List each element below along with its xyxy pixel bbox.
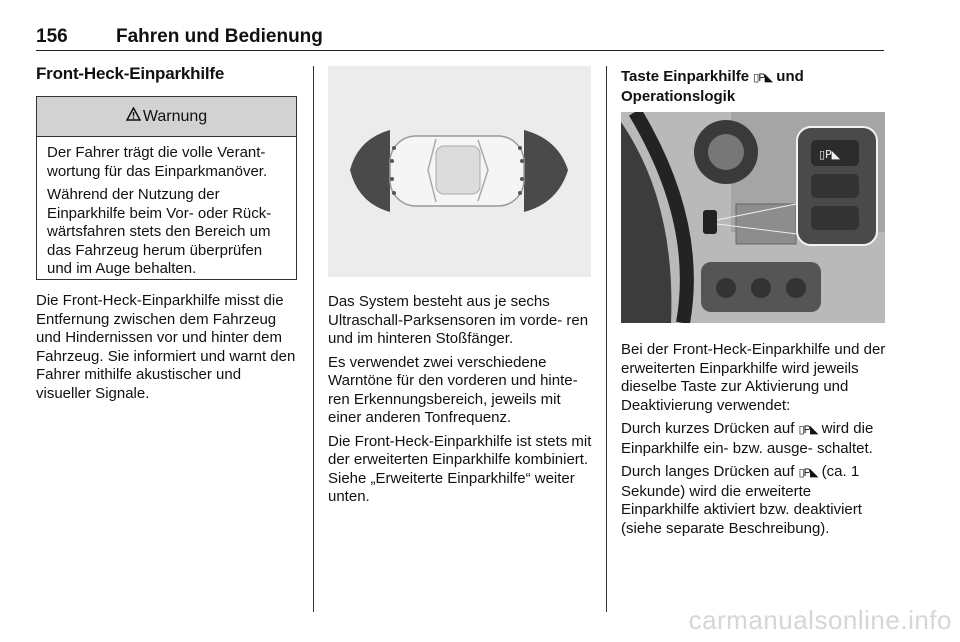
column-2-text [328, 293, 592, 512]
long-press-text-b: (ca. 1 Sekunde) wird die erweiterte Einparkhilfe aktiviert bzw. deaktiviert (siehe separate Beschreibung). [621, 463, 862, 537]
column-1-text [36, 292, 300, 408]
warning-triangle-icon [126, 107, 141, 126]
column-divider-1 [313, 66, 314, 612]
system-paragraph-2: Es verwendet zwei verschiedene Warntöne für den vorderen und hinte- ren Erkennungsbereich, jeweils mit einer anderen Tonfrequenz. [328, 353, 578, 426]
park-assist-icon: ▯P◣ [798, 467, 818, 479]
warning-text-2: Während der Nutzung der Einparkhilfe beim Vor- oder Rück- wärtsfahren stets den Bereich um das Fahrzeug herum überprüfen und im Auge behalten. [47, 186, 272, 277]
section-title: Front-Heck-Einparkhilfe [36, 64, 225, 83]
system-paragraph-1: Das System besteht aus je sechs Ultraschall-Parksensoren im vorde- ren und im hinteren Stoßfänger. [328, 293, 589, 347]
operation-paragraph-2 [621, 420, 891, 458]
short-press-text-b: wird die Einparkhilfe ein- bzw. ausge- schaltet. [621, 420, 874, 457]
button-subtitle [621, 68, 885, 106]
warning-box [36, 96, 297, 280]
page-number: 156 [36, 26, 68, 47]
short-press-text-a: Durch kurzes Drücken auf [621, 420, 795, 437]
svg-text:▯P◣: ▯P◣ [819, 148, 841, 161]
parking-sensor-illustration [328, 66, 591, 277]
column-divider-2 [606, 66, 607, 612]
chapter-title: Fahren und Bedienung [116, 26, 323, 47]
page-header [36, 22, 884, 51]
dashboard-button-illustration [621, 112, 885, 323]
long-press-text-a: Durch langes Drücken auf [621, 463, 795, 480]
subtitle-part-b: und Operationslogik [621, 68, 804, 105]
column-3-text [621, 341, 891, 543]
subtitle-part-a: Taste Einparkhilfe [621, 68, 750, 85]
operation-paragraph-1: Bei der Front-Heck-Einparkhilfe und der erweiterten Einparkhilfe wird jeweils dieselbe Taste zur Aktivierung und Deaktivierung verwendet: [621, 341, 886, 414]
system-paragraph-3: Die Front-Heck-Einparkhilfe ist stets mit der erweiterten Einparkhilfe kombiniert. Siehe „Erweiterte Einparkhilfe“ weiter unten. [328, 432, 592, 505]
warning-header [37, 97, 296, 137]
watermark: carmanualsonline.info [688, 605, 952, 635]
operation-paragraph-3 [621, 463, 891, 538]
intro-paragraph: Die Front-Heck-Einparkhilfe misst die Entfernung zwischen dem Fahrzeug und Hindernissen vor und hinter dem Fahrzeug. Sie informiert und warnt den Fahrer mithilfe akustischer und visueller Signale. [36, 292, 296, 402]
warning-text-1: Der Fahrer trägt die volle Verant- wortung für das Einparkmanöver. [47, 144, 268, 180]
park-assist-icon: ▯P◣ [753, 72, 773, 84]
warning-title: Warnung [142, 107, 208, 125]
park-assist-icon: ▯P◣ [798, 424, 818, 436]
